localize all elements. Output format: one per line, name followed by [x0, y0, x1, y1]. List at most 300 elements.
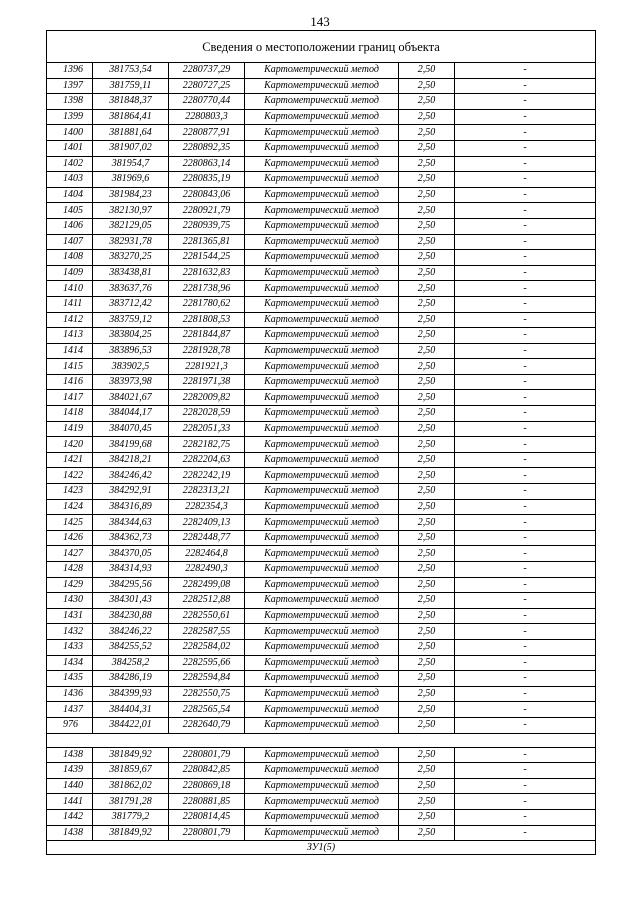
method-cell: Картометрический метод	[245, 484, 399, 500]
point-id-cell: 1435	[47, 671, 93, 687]
x-coordinate-cell: 384070,45	[93, 421, 169, 437]
y-coordinate-cell: 2280877,91	[169, 125, 245, 141]
point-id-cell: 1432	[47, 624, 93, 640]
x-coordinate-cell: 383270,25	[93, 250, 169, 266]
y-coordinate-cell: 2281971,38	[169, 374, 245, 390]
method-cell: Картометрический метод	[245, 778, 399, 794]
y-coordinate-cell: 2281808,53	[169, 312, 245, 328]
accuracy-cell: 2,50	[399, 639, 455, 655]
note-cell: -	[455, 747, 596, 763]
accuracy-cell: 2,50	[399, 484, 455, 500]
point-id-cell: 1442	[47, 809, 93, 825]
note-cell: -	[455, 608, 596, 624]
point-id-cell: 1411	[47, 296, 93, 312]
x-coordinate-cell: 381881,64	[93, 125, 169, 141]
note-cell: -	[455, 265, 596, 281]
note-cell: -	[455, 203, 596, 219]
y-coordinate-cell: 2280881,85	[169, 794, 245, 810]
accuracy-cell: 2,50	[399, 702, 455, 718]
note-cell: -	[455, 250, 596, 266]
point-id-cell: 1406	[47, 218, 93, 234]
x-coordinate-cell: 381753,54	[93, 63, 169, 79]
method-cell: Картометрический метод	[245, 809, 399, 825]
table-row	[47, 406, 596, 422]
y-coordinate-cell: 2282354,3	[169, 499, 245, 515]
y-coordinate-cell: 2282550,61	[169, 608, 245, 624]
note-cell: -	[455, 468, 596, 484]
y-coordinate-cell: 2282464,8	[169, 546, 245, 562]
point-id-cell: 1423	[47, 484, 93, 500]
table-row	[47, 624, 596, 640]
accuracy-cell: 2,50	[399, 577, 455, 593]
y-coordinate-cell: 2280869,18	[169, 778, 245, 794]
point-id-cell: 1422	[47, 468, 93, 484]
note-cell: -	[455, 94, 596, 110]
point-id-cell: 1428	[47, 562, 93, 578]
table-row	[47, 78, 596, 94]
table-row	[47, 515, 596, 531]
note-cell: -	[455, 809, 596, 825]
accuracy-cell: 2,50	[399, 717, 455, 733]
accuracy-cell: 2,50	[399, 94, 455, 110]
x-coordinate-cell: 381859,67	[93, 763, 169, 779]
method-cell: Картометрический метод	[245, 671, 399, 687]
x-coordinate-cell: 384021,67	[93, 390, 169, 406]
accuracy-cell: 2,50	[399, 624, 455, 640]
table-row	[47, 747, 596, 763]
note-cell: -	[455, 686, 596, 702]
note-cell: -	[455, 639, 596, 655]
y-coordinate-cell: 2282640,79	[169, 717, 245, 733]
page-number: 143	[310, 14, 330, 29]
table-row	[47, 374, 596, 390]
note-cell: -	[455, 655, 596, 671]
point-id-cell: 1412	[47, 312, 93, 328]
table-row	[47, 794, 596, 810]
note-cell: -	[455, 778, 596, 794]
accuracy-cell: 2,50	[399, 109, 455, 125]
accuracy-cell: 2,50	[399, 825, 455, 841]
accuracy-cell: 2,50	[399, 437, 455, 453]
note-cell: -	[455, 78, 596, 94]
y-coordinate-cell: 2281632,83	[169, 265, 245, 281]
x-coordinate-cell: 384258,2	[93, 655, 169, 671]
note-cell: -	[455, 671, 596, 687]
note-cell: -	[455, 437, 596, 453]
table-row	[47, 250, 596, 266]
y-coordinate-cell: 2280921,79	[169, 203, 245, 219]
accuracy-cell: 2,50	[399, 172, 455, 188]
point-id-cell: 1402	[47, 156, 93, 172]
accuracy-cell: 2,50	[399, 468, 455, 484]
note-cell: -	[455, 390, 596, 406]
y-coordinate-cell: 2282595,66	[169, 655, 245, 671]
method-cell: Картометрический метод	[245, 452, 399, 468]
note-cell: -	[455, 624, 596, 640]
y-coordinate-cell: 2282204,63	[169, 452, 245, 468]
table-row	[47, 312, 596, 328]
method-cell: Картометрический метод	[245, 187, 399, 203]
table-row	[47, 577, 596, 593]
table-row	[47, 468, 596, 484]
y-coordinate-cell: 2282594,84	[169, 671, 245, 687]
x-coordinate-cell: 381864,41	[93, 109, 169, 125]
point-id-cell: 1409	[47, 265, 93, 281]
y-coordinate-cell: 2282409,13	[169, 515, 245, 531]
note-cell: -	[455, 530, 596, 546]
method-cell: Картометрический метод	[245, 109, 399, 125]
note-cell: -	[455, 63, 596, 79]
y-coordinate-cell: 2282490,3	[169, 562, 245, 578]
point-id-cell: 1401	[47, 140, 93, 156]
y-coordinate-cell: 2280939,75	[169, 218, 245, 234]
accuracy-cell: 2,50	[399, 406, 455, 422]
table-row	[47, 234, 596, 250]
method-cell: Картометрический метод	[245, 686, 399, 702]
y-coordinate-cell: 2282182,75	[169, 437, 245, 453]
method-cell: Картометрический метод	[245, 515, 399, 531]
y-coordinate-cell: 2280803,3	[169, 109, 245, 125]
accuracy-cell: 2,50	[399, 809, 455, 825]
table-row	[47, 686, 596, 702]
note-cell: -	[455, 452, 596, 468]
accuracy-cell: 2,50	[399, 296, 455, 312]
method-cell: Картометрический метод	[245, 468, 399, 484]
accuracy-cell: 2,50	[399, 125, 455, 141]
accuracy-cell: 2,50	[399, 794, 455, 810]
method-cell: Картометрический метод	[245, 218, 399, 234]
y-coordinate-cell: 2280863,14	[169, 156, 245, 172]
parcel-label: ЗУ1(5)	[47, 841, 596, 855]
method-cell: Картометрический метод	[245, 608, 399, 624]
y-coordinate-cell: 2282313,21	[169, 484, 245, 500]
method-cell: Картометрический метод	[245, 63, 399, 79]
note-cell: -	[455, 218, 596, 234]
accuracy-cell: 2,50	[399, 515, 455, 531]
accuracy-cell: 2,50	[399, 763, 455, 779]
point-id-cell: 1439	[47, 763, 93, 779]
table-title: Сведения о местоположении границ объекта	[47, 31, 596, 63]
method-cell: Картометрический метод	[245, 203, 399, 219]
note-cell: -	[455, 328, 596, 344]
note-cell: -	[455, 140, 596, 156]
method-cell: Картометрический метод	[245, 437, 399, 453]
y-coordinate-cell: 2282587,55	[169, 624, 245, 640]
point-id-cell: 1426	[47, 530, 93, 546]
table-row	[47, 608, 596, 624]
y-coordinate-cell: 2280737,29	[169, 63, 245, 79]
method-cell: Картометрический метод	[245, 296, 399, 312]
y-coordinate-cell: 2282584,02	[169, 639, 245, 655]
note-cell: -	[455, 515, 596, 531]
note-cell: -	[455, 702, 596, 718]
x-coordinate-cell: 384286,19	[93, 671, 169, 687]
method-cell: Картометрический метод	[245, 717, 399, 733]
accuracy-cell: 2,50	[399, 265, 455, 281]
x-coordinate-cell: 383438,81	[93, 265, 169, 281]
y-coordinate-cell: 2282499,08	[169, 577, 245, 593]
accuracy-cell: 2,50	[399, 218, 455, 234]
method-cell: Картометрический метод	[245, 562, 399, 578]
y-coordinate-cell: 2282051,33	[169, 421, 245, 437]
y-coordinate-cell: 2282009,82	[169, 390, 245, 406]
accuracy-cell: 2,50	[399, 250, 455, 266]
accuracy-cell: 2,50	[399, 686, 455, 702]
x-coordinate-cell: 384362,73	[93, 530, 169, 546]
table-row	[47, 546, 596, 562]
point-id-cell: 1438	[47, 747, 93, 763]
x-coordinate-cell: 381862,02	[93, 778, 169, 794]
method-cell: Картометрический метод	[245, 265, 399, 281]
note-cell: -	[455, 825, 596, 841]
method-cell: Картометрический метод	[245, 421, 399, 437]
method-cell: Картометрический метод	[245, 374, 399, 390]
accuracy-cell: 2,50	[399, 281, 455, 297]
note-cell: -	[455, 499, 596, 515]
x-coordinate-cell: 384246,42	[93, 468, 169, 484]
table-row	[47, 328, 596, 344]
accuracy-cell: 2,50	[399, 390, 455, 406]
method-cell: Картометрический метод	[245, 499, 399, 515]
point-id-cell: 1405	[47, 203, 93, 219]
x-coordinate-cell: 384404,31	[93, 702, 169, 718]
accuracy-cell: 2,50	[399, 593, 455, 609]
table-row	[47, 218, 596, 234]
x-coordinate-cell: 381779,2	[93, 809, 169, 825]
x-coordinate-cell: 383973,98	[93, 374, 169, 390]
y-coordinate-cell: 2282448,77	[169, 530, 245, 546]
y-coordinate-cell: 2280843,06	[169, 187, 245, 203]
point-id-cell: 1436	[47, 686, 93, 702]
note-cell: -	[455, 359, 596, 375]
x-coordinate-cell: 384314,93	[93, 562, 169, 578]
table-row	[47, 530, 596, 546]
x-coordinate-cell: 381848,37	[93, 94, 169, 110]
table-row	[47, 187, 596, 203]
method-cell: Картометрический метод	[245, 234, 399, 250]
note-cell: -	[455, 156, 596, 172]
method-cell: Картометрический метод	[245, 530, 399, 546]
point-id-cell: 1414	[47, 343, 93, 359]
point-id-cell: 1425	[47, 515, 93, 531]
accuracy-cell: 2,50	[399, 187, 455, 203]
table-row	[47, 655, 596, 671]
note-cell: -	[455, 109, 596, 125]
y-coordinate-cell: 2282512,88	[169, 593, 245, 609]
point-id-cell: 1424	[47, 499, 93, 515]
blank-separator-row	[47, 733, 596, 747]
note-cell: -	[455, 281, 596, 297]
point-id-cell: 1433	[47, 639, 93, 655]
method-cell: Картометрический метод	[245, 406, 399, 422]
method-cell: Картометрический метод	[245, 328, 399, 344]
point-id-cell: 1440	[47, 778, 93, 794]
note-cell: -	[455, 562, 596, 578]
accuracy-cell: 2,50	[399, 156, 455, 172]
accuracy-cell: 2,50	[399, 655, 455, 671]
point-id-cell: 1399	[47, 109, 93, 125]
accuracy-cell: 2,50	[399, 374, 455, 390]
y-coordinate-cell: 2281738,96	[169, 281, 245, 297]
y-coordinate-cell: 2280892,35	[169, 140, 245, 156]
table-row	[47, 671, 596, 687]
accuracy-cell: 2,50	[399, 63, 455, 79]
table-row	[47, 809, 596, 825]
point-id-cell: 1415	[47, 359, 93, 375]
note-cell: -	[455, 312, 596, 328]
x-coordinate-cell: 381759,11	[93, 78, 169, 94]
point-id-cell: 1408	[47, 250, 93, 266]
table-row	[47, 437, 596, 453]
note-cell: -	[455, 406, 596, 422]
method-cell: Картометрический метод	[245, 546, 399, 562]
table-row	[47, 265, 596, 281]
x-coordinate-cell: 384230,88	[93, 608, 169, 624]
note-cell: -	[455, 484, 596, 500]
point-id-cell: 1441	[47, 794, 93, 810]
table-row	[47, 390, 596, 406]
y-coordinate-cell: 2281365,81	[169, 234, 245, 250]
table-row	[47, 63, 596, 79]
table-row	[47, 593, 596, 609]
note-cell: -	[455, 763, 596, 779]
y-coordinate-cell: 2280770,44	[169, 94, 245, 110]
method-cell: Картометрический метод	[245, 624, 399, 640]
x-coordinate-cell: 383896,53	[93, 343, 169, 359]
method-cell: Картометрический метод	[245, 825, 399, 841]
accuracy-cell: 2,50	[399, 671, 455, 687]
method-cell: Картометрический метод	[245, 593, 399, 609]
x-coordinate-cell: 384246,22	[93, 624, 169, 640]
table-row	[47, 94, 596, 110]
method-cell: Картометрический метод	[245, 390, 399, 406]
note-cell: -	[455, 187, 596, 203]
accuracy-cell: 2,50	[399, 608, 455, 624]
x-coordinate-cell: 384399,93	[93, 686, 169, 702]
note-cell: -	[455, 577, 596, 593]
x-coordinate-cell: 384255,52	[93, 639, 169, 655]
table-row	[47, 763, 596, 779]
x-coordinate-cell: 384370,05	[93, 546, 169, 562]
x-coordinate-cell: 383759,12	[93, 312, 169, 328]
table-row	[47, 109, 596, 125]
point-id-cell: 1421	[47, 452, 93, 468]
point-id-cell: 1416	[47, 374, 93, 390]
point-id-cell: 1407	[47, 234, 93, 250]
y-coordinate-cell: 2280801,79	[169, 825, 245, 841]
note-cell: -	[455, 374, 596, 390]
accuracy-cell: 2,50	[399, 359, 455, 375]
y-coordinate-cell: 2281544,25	[169, 250, 245, 266]
method-cell: Картометрический метод	[245, 763, 399, 779]
x-coordinate-cell: 381984,23	[93, 187, 169, 203]
table-row	[47, 359, 596, 375]
x-coordinate-cell: 382129,05	[93, 218, 169, 234]
y-coordinate-cell: 2281921,3	[169, 359, 245, 375]
table-row	[47, 296, 596, 312]
note-cell: -	[455, 421, 596, 437]
note-cell: -	[455, 546, 596, 562]
method-cell: Картометрический метод	[245, 343, 399, 359]
table-row	[47, 452, 596, 468]
method-cell: Картометрический метод	[245, 655, 399, 671]
boundary-table	[46, 30, 596, 855]
table-row	[47, 343, 596, 359]
x-coordinate-cell: 381849,92	[93, 825, 169, 841]
method-cell: Картометрический метод	[245, 312, 399, 328]
table-row	[47, 203, 596, 219]
method-cell: Картометрический метод	[245, 794, 399, 810]
x-coordinate-cell: 381954,7	[93, 156, 169, 172]
point-id-cell: 1400	[47, 125, 93, 141]
y-coordinate-cell: 2282565,54	[169, 702, 245, 718]
blank-separator-cell	[47, 733, 596, 747]
method-cell: Картометрический метод	[245, 140, 399, 156]
point-id-cell: 1404	[47, 187, 93, 203]
x-coordinate-cell: 382130,97	[93, 203, 169, 219]
accuracy-cell: 2,50	[399, 499, 455, 515]
table-row	[47, 825, 596, 841]
x-coordinate-cell: 381969,6	[93, 172, 169, 188]
point-id-cell: 1410	[47, 281, 93, 297]
method-cell: Картометрический метод	[245, 125, 399, 141]
accuracy-cell: 2,50	[399, 312, 455, 328]
method-cell: Картометрический метод	[245, 281, 399, 297]
y-coordinate-cell: 2282028,59	[169, 406, 245, 422]
point-id-cell: 1431	[47, 608, 93, 624]
table-row	[47, 702, 596, 718]
table-row	[47, 421, 596, 437]
table-row	[47, 778, 596, 794]
x-coordinate-cell: 383712,42	[93, 296, 169, 312]
method-cell: Картометрический метод	[245, 78, 399, 94]
note-cell: -	[455, 234, 596, 250]
point-id-cell: 1396	[47, 63, 93, 79]
y-coordinate-cell: 2281928,78	[169, 343, 245, 359]
y-coordinate-cell: 2280727,25	[169, 78, 245, 94]
point-id-cell: 976	[47, 717, 93, 733]
table-title-row	[47, 31, 596, 63]
accuracy-cell: 2,50	[399, 747, 455, 763]
note-cell: -	[455, 172, 596, 188]
accuracy-cell: 2,50	[399, 328, 455, 344]
x-coordinate-cell: 384044,17	[93, 406, 169, 422]
x-coordinate-cell: 384199,68	[93, 437, 169, 453]
point-id-cell: 1438	[47, 825, 93, 841]
x-coordinate-cell: 383902,5	[93, 359, 169, 375]
method-cell: Картометрический метод	[245, 94, 399, 110]
note-cell: -	[455, 125, 596, 141]
y-coordinate-cell: 2280814,45	[169, 809, 245, 825]
x-coordinate-cell: 384344,63	[93, 515, 169, 531]
x-coordinate-cell: 384295,56	[93, 577, 169, 593]
table-row	[47, 562, 596, 578]
table-row	[47, 140, 596, 156]
table-row	[47, 639, 596, 655]
point-id-cell: 1427	[47, 546, 93, 562]
x-coordinate-cell: 384292,91	[93, 484, 169, 500]
x-coordinate-cell: 381791,28	[93, 794, 169, 810]
method-cell: Картометрический метод	[245, 747, 399, 763]
point-id-cell: 1420	[47, 437, 93, 453]
x-coordinate-cell: 384301,43	[93, 593, 169, 609]
point-id-cell: 1413	[47, 328, 93, 344]
x-coordinate-cell: 382931,78	[93, 234, 169, 250]
table-row	[47, 125, 596, 141]
table-row	[47, 499, 596, 515]
note-cell: -	[455, 343, 596, 359]
method-cell: Картометрический метод	[245, 172, 399, 188]
